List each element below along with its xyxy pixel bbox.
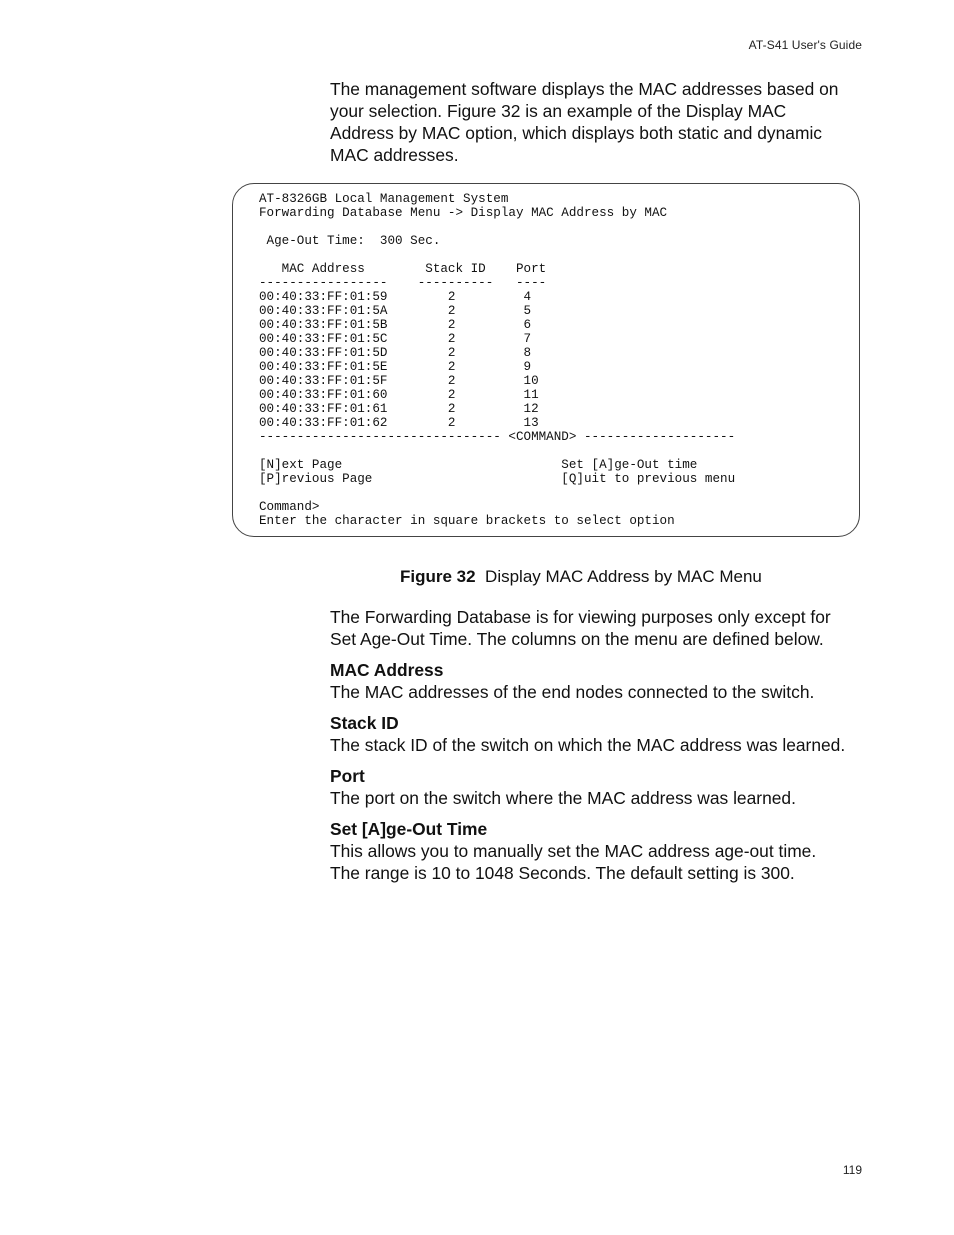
def-term-stack-id: Stack ID xyxy=(330,713,399,733)
def-desc-mac-address: The MAC addresses of the end nodes connected to the switch. xyxy=(330,682,815,702)
def-term-mac-address: MAC Address xyxy=(330,660,444,680)
terminal-text: AT-8326GB Local Management System Forwarding Database Menu -> Display MAC Address by MAC Age-Out Time: 300 Sec. MAC Address Stack ID Port ----------------- ---------- ---- 00:40:33:FF:01:59 2 4 00:40:33:FF:01:5A 2 5 00:40:33:FF:01:5B 2 6 00:40:33:FF:01:5C 2 7 00:40:33:FF:01:5D 2 8 00:40:33:FF:01:5E 2 9 00:40:33:FF:01:5F 2 10 00:40:33:FF:01:60 2 11 00:40:33:FF:01:61 2 12 00:40:33:FF:01:62 2 13 -------------------------------- <COMMAND> -------------------- [N]ext Page Set [A]ge-Out time [P]revious Page [Q]uit to previous menu Command> Enter the character in square brackets to select option xyxy=(259,192,736,528)
figure-caption xyxy=(400,566,762,588)
def-desc-stack-id: The stack ID of the switch on which the MAC address was learned. xyxy=(330,735,846,755)
running-header: AT-S41 User's Guide xyxy=(748,38,862,52)
intro-paragraph: The management software displays the MAC addresses based on your selection. Figure 32 is an example of the Display MAC Address by MAC option, which displays both static and dynamic MAC addresses. xyxy=(330,79,839,165)
def-term-port: Port xyxy=(330,766,365,786)
def-desc-port: The port on the switch where the MAC address was learned. xyxy=(330,788,796,808)
body-paragraph: The Forwarding Database is for viewing purposes only except for Set Age-Out Time. The columns on the menu are defined below. xyxy=(330,607,831,649)
def-term-age-out: Set [A]ge-Out Time xyxy=(330,819,488,839)
page-number: 119 xyxy=(842,1163,862,1177)
figure-label: Figure 32 xyxy=(400,567,476,586)
figure-title: Display MAC Address by MAC Menu xyxy=(485,567,762,586)
terminal-screen xyxy=(232,183,860,537)
def-desc-age-out: This allows you to manually set the MAC address age-out time. The range is 10 to 1048 Seconds. The default setting is 300. xyxy=(330,841,817,883)
